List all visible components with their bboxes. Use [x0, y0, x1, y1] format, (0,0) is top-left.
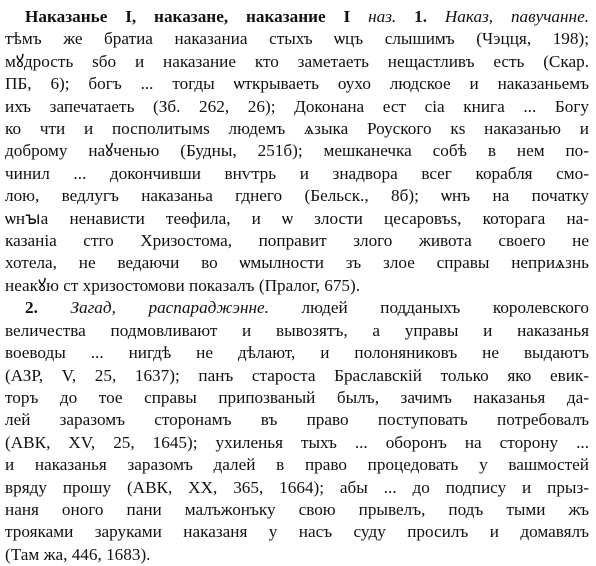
sense-1-number: 1. — [414, 7, 427, 26]
text-line: мꙋдрость ѕбо и наказание кто заметаеть нещастливъ есть (Скар. — [5, 51, 589, 71]
text-line: (АВК, XV, 25, 1645); ухиленья тыхъ ... оборонъ на сторону ... — [5, 432, 589, 452]
text-line: казаніа стго Хризостома, поправит злого живота своего не — [5, 231, 589, 251]
text-line: торъ до тое справы припозваный былъ, зачимъ наказанья да- — [5, 387, 589, 407]
dictionary-entry — [5, 6, 589, 566]
text-fragment: людей подданыхъ королевского — [301, 298, 590, 318]
text-line: чинил ... докончивши внѵтрь и знадвора всег корабля смо- — [5, 163, 589, 183]
text-line: доброму наꙋченью (Будны, 251б); мешканечка собѣ в нем по- — [5, 141, 589, 161]
text-line: вряду прошу (АВК, XX, 365, 1664); абы ... до подпису и прыз- — [5, 477, 589, 497]
text-line: тѣмъ же братиа наказаниа стыхъ ѡцъ слышимъ (Чэцця, 198); — [5, 29, 589, 49]
text-line: лою, ведлугъ наказаньа гднего (Бельск., 8б); ѡнъ на початку — [5, 186, 589, 206]
text-line: трояками заруками наказаня у насъ суду просилъ и домавялъ — [5, 522, 589, 542]
sense-1-gloss: Наказ, павучанне. — [444, 7, 589, 26]
text-line: ихъ запечатаеть (Зб. 262, 26); Доконана ест сіа книга ... Богу — [5, 96, 589, 116]
text-line: неакꙋю ст хризостомови показалъ (Пралог, 675). — [5, 275, 361, 295]
text-line: ко чти и посполитымѕ людемъ ѧзыка Роуского кѕ наказанью и — [5, 119, 589, 139]
text-line: ПБ, 6); богъ ... тогды ѡткрываеть оухо людское и наказаньемъ — [5, 74, 589, 94]
text-line: хотела, не ведаючи во ѡмылности зъ злое справы неприѧзнь — [5, 253, 589, 273]
text-line: (АЗР, V, 25, 1637); панъ староста Браславскій только яко евик- — [5, 365, 589, 385]
text-line: воеводы ... нигдѣ не дѣлают, и полоняниковъ не выдаютъ — [5, 343, 589, 363]
text-line: (Там жа, 446, 1683). — [5, 544, 151, 564]
text-line: величества подмовливают и вывозятъ, а управы и наказанья — [5, 320, 589, 340]
sense-2-number: 2. — [25, 298, 38, 318]
text-line: и наказанья заразомъ далей в право процедовать у вашмостей — [5, 455, 589, 475]
grammar-label: наз. — [368, 7, 397, 26]
text-line: наня оного пани малъжонъку свою прывелъ, подъ тыми жъ — [5, 499, 589, 519]
entry-head-line — [5, 6, 589, 28]
sense-2-head-line — [5, 297, 589, 319]
text-line: лей заразомъ сторонамъ въ право поступовать потребовалъ — [5, 410, 589, 430]
sense-2-gloss: Загад, распараджэнне. — [70, 298, 269, 318]
text-line: ѡнꙑа ненависти теѳфила, и ѡ злости цесаровъѕ, которага на- — [5, 208, 589, 228]
headword: Наказанье I, наказане, наказание I — [25, 7, 351, 26]
